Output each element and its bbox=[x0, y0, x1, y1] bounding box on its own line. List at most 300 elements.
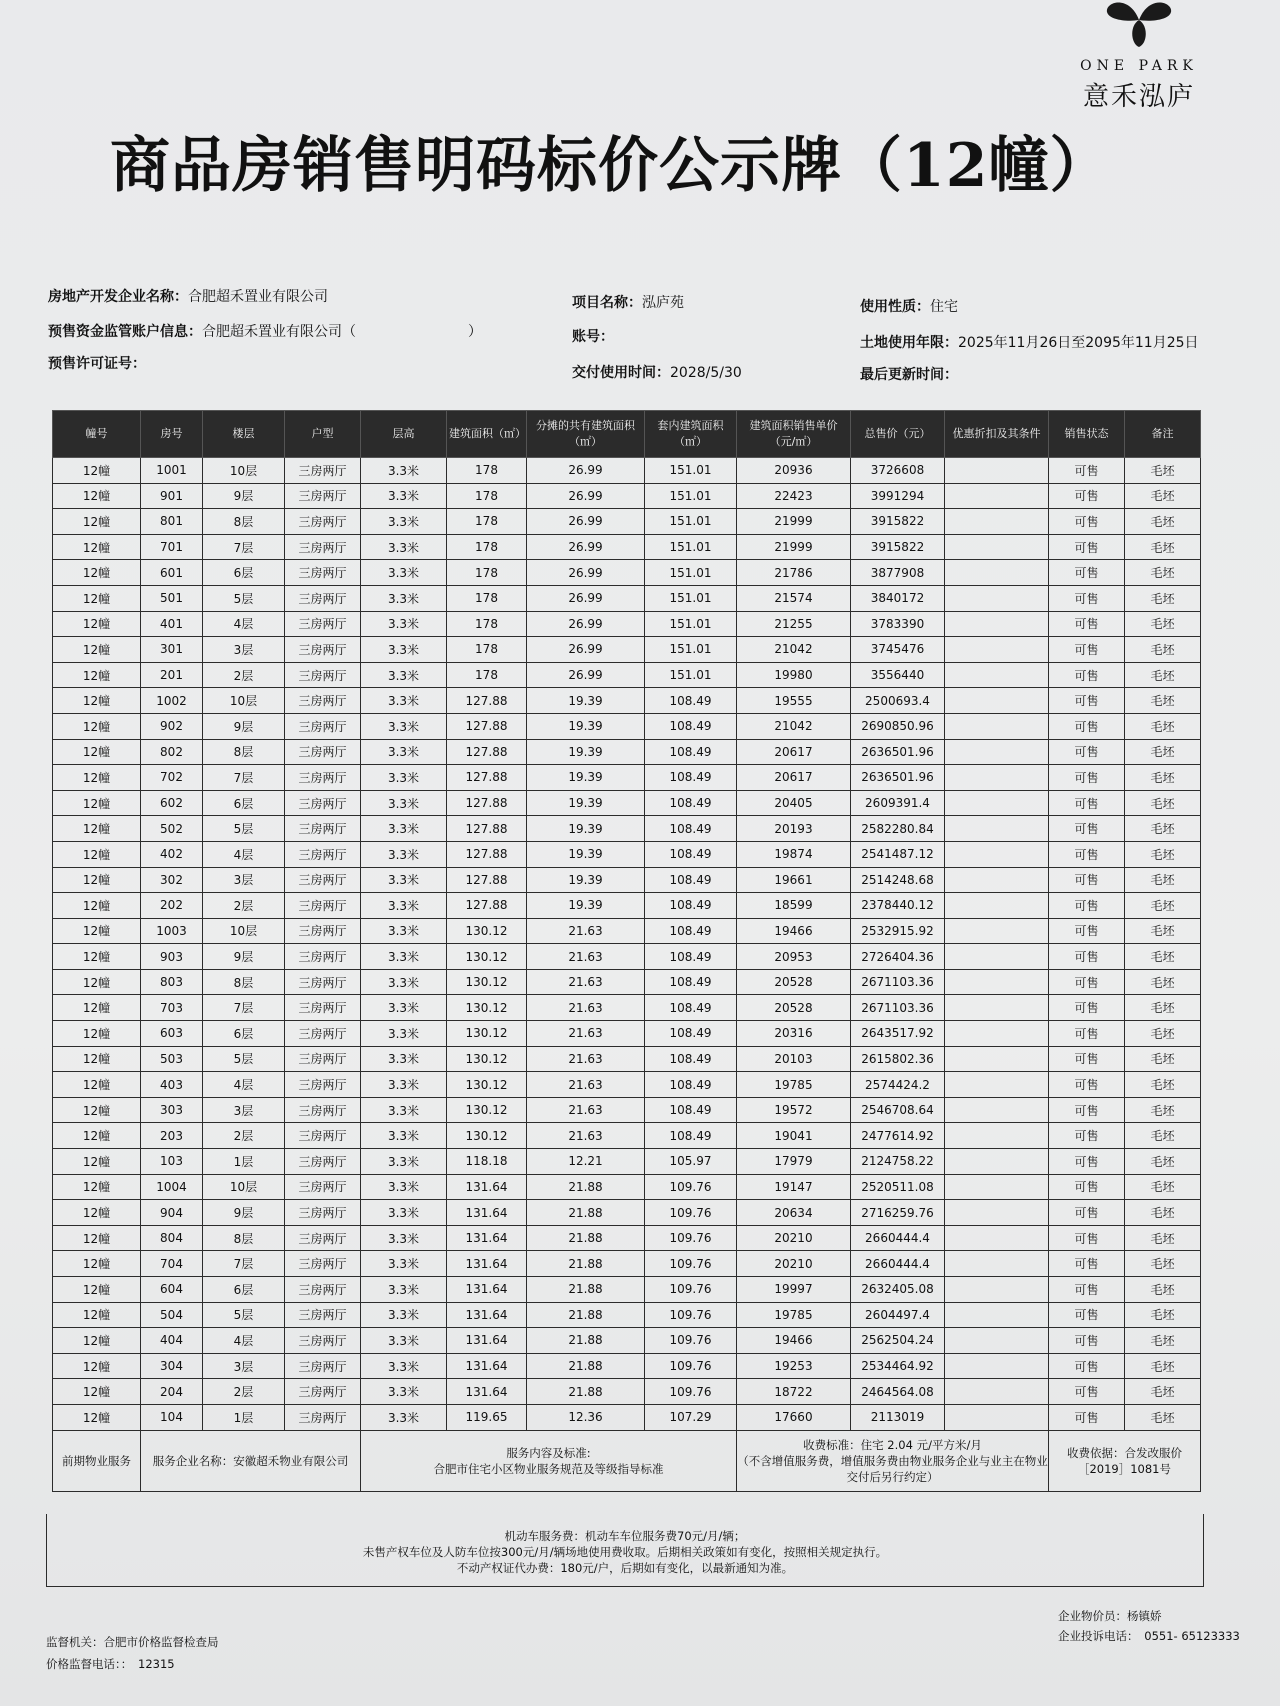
cell-total-price: 2660444.4 bbox=[851, 1251, 945, 1277]
cell-room: 702 bbox=[141, 765, 203, 791]
cell-inner-area: 108.49 bbox=[645, 893, 737, 919]
cell-inner-area: 151.01 bbox=[645, 483, 737, 509]
price-table bbox=[52, 410, 1201, 1492]
cell-room: 1002 bbox=[141, 688, 203, 714]
cell-layout: 三房两厅 bbox=[285, 1149, 361, 1175]
cell-room: 202 bbox=[141, 893, 203, 919]
cell-area: 127.88 bbox=[447, 790, 527, 816]
cell-status: 可售 bbox=[1049, 1200, 1125, 1226]
cell-room: 503 bbox=[141, 1046, 203, 1072]
cell-shared-area: 21.88 bbox=[527, 1302, 645, 1328]
cell-floor: 6层 bbox=[203, 790, 285, 816]
cell-building: 12幢 bbox=[53, 688, 141, 714]
cell-discount bbox=[945, 688, 1049, 714]
cell-floor: 9层 bbox=[203, 483, 285, 509]
account-label: 账号： bbox=[572, 329, 614, 345]
header-cell: 总售价（元） bbox=[851, 411, 945, 458]
cell-note: 毛坯 bbox=[1125, 1328, 1201, 1354]
table-row bbox=[53, 534, 1201, 560]
delivery-value: 2028/5/30 bbox=[670, 365, 742, 381]
cell-height: 3.3米 bbox=[361, 1404, 447, 1430]
cell-discount bbox=[945, 1072, 1049, 1098]
escrow-line bbox=[48, 321, 482, 341]
project-label: 项目名称： bbox=[572, 295, 642, 311]
cell-unit-price: 21999 bbox=[737, 534, 851, 560]
table-row bbox=[53, 611, 1201, 637]
cell-area: 131.64 bbox=[447, 1251, 527, 1277]
cell-note: 毛坯 bbox=[1125, 739, 1201, 765]
cell-unit-price: 20210 bbox=[737, 1225, 851, 1251]
cell-inner-area: 108.49 bbox=[645, 995, 737, 1021]
cell-layout: 三房两厅 bbox=[285, 458, 361, 484]
cell-status: 可售 bbox=[1049, 1097, 1125, 1123]
cell-building: 12幢 bbox=[53, 841, 141, 867]
cell-building: 12幢 bbox=[53, 765, 141, 791]
cell-height: 3.3米 bbox=[361, 534, 447, 560]
cell-height: 3.3米 bbox=[361, 1149, 447, 1175]
cell-total-price: 2643517.92 bbox=[851, 1021, 945, 1047]
cell-status: 可售 bbox=[1049, 1302, 1125, 1328]
cell-inner-area: 108.49 bbox=[645, 841, 737, 867]
cell-total-price: 3991294 bbox=[851, 483, 945, 509]
cell-status: 可售 bbox=[1049, 816, 1125, 842]
cell-height: 3.3米 bbox=[361, 662, 447, 688]
cell-discount bbox=[945, 1021, 1049, 1047]
cell-total-price: 2609391.4 bbox=[851, 790, 945, 816]
cell-unit-price: 21786 bbox=[737, 560, 851, 586]
cell-unit-price: 19980 bbox=[737, 662, 851, 688]
cell-note: 毛坯 bbox=[1125, 841, 1201, 867]
cell-total-price: 2562504.24 bbox=[851, 1328, 945, 1354]
cell-unit-price: 20405 bbox=[737, 790, 851, 816]
cell-note: 毛坯 bbox=[1125, 688, 1201, 714]
cell-room: 1003 bbox=[141, 918, 203, 944]
cell-note: 毛坯 bbox=[1125, 1021, 1201, 1047]
cell-inner-area: 109.76 bbox=[645, 1225, 737, 1251]
cell-area: 178 bbox=[447, 560, 527, 586]
header-cell: 层高 bbox=[361, 411, 447, 458]
cell-room: 904 bbox=[141, 1200, 203, 1226]
cell-total-price: 2534464.92 bbox=[851, 1353, 945, 1379]
cell-status: 可售 bbox=[1049, 1021, 1125, 1047]
developer-line bbox=[48, 286, 328, 306]
table-row bbox=[53, 841, 1201, 867]
cell-discount bbox=[945, 1251, 1049, 1277]
cell-building: 12幢 bbox=[53, 1353, 141, 1379]
cell-building: 12幢 bbox=[53, 585, 141, 611]
cell-shared-area: 12.36 bbox=[527, 1404, 645, 1430]
cell-note: 毛坯 bbox=[1125, 662, 1201, 688]
cell-inner-area: 108.49 bbox=[645, 816, 737, 842]
cell-floor: 7层 bbox=[203, 765, 285, 791]
cell-note: 毛坯 bbox=[1125, 1046, 1201, 1072]
cell-area: 178 bbox=[447, 509, 527, 535]
cell-shared-area: 21.63 bbox=[527, 1097, 645, 1123]
cell-layout: 三房两厅 bbox=[285, 483, 361, 509]
cell-building: 12幢 bbox=[53, 662, 141, 688]
header-cell: 备注 bbox=[1125, 411, 1201, 458]
cell-height: 3.3米 bbox=[361, 1123, 447, 1149]
cell-shared-area: 26.99 bbox=[527, 560, 645, 586]
cell-building: 12幢 bbox=[53, 995, 141, 1021]
cell-building: 12幢 bbox=[53, 739, 141, 765]
cell-total-price: 3840172 bbox=[851, 585, 945, 611]
cell-layout: 三房两厅 bbox=[285, 1072, 361, 1098]
cell-status: 可售 bbox=[1049, 534, 1125, 560]
cell-floor: 8层 bbox=[203, 969, 285, 995]
land-label: 土地使用年限： bbox=[860, 335, 958, 351]
cell-layout: 三房两厅 bbox=[285, 560, 361, 586]
cell-status: 可售 bbox=[1049, 893, 1125, 919]
cell-note: 毛坯 bbox=[1125, 585, 1201, 611]
cell-building: 12幢 bbox=[53, 1379, 141, 1405]
header-cell: 优惠折扣及其条件 bbox=[945, 411, 1049, 458]
cell-discount bbox=[945, 483, 1049, 509]
cell-height: 3.3米 bbox=[361, 1277, 447, 1303]
table-row bbox=[53, 688, 1201, 714]
cell-building: 12幢 bbox=[53, 1251, 141, 1277]
cell-layout: 三房两厅 bbox=[285, 1251, 361, 1277]
cell-unit-price: 18722 bbox=[737, 1379, 851, 1405]
cell-area: 178 bbox=[447, 534, 527, 560]
cell-unit-price: 21574 bbox=[737, 585, 851, 611]
cell-total-price: 2632405.08 bbox=[851, 1277, 945, 1303]
cell-inner-area: 108.49 bbox=[645, 790, 737, 816]
header-cell: 销售状态 bbox=[1049, 411, 1125, 458]
cell-discount bbox=[945, 1046, 1049, 1072]
usage-value: 住宅 bbox=[930, 299, 958, 315]
cell-discount bbox=[945, 560, 1049, 586]
cell-total-price: 3915822 bbox=[851, 509, 945, 535]
cell-height: 3.3米 bbox=[361, 1379, 447, 1405]
cell-room: 301 bbox=[141, 637, 203, 663]
table-row bbox=[53, 1097, 1201, 1123]
complaint-text: 企业投诉电话： 0551- 65123333 bbox=[1058, 1629, 1240, 1643]
cell-building: 12幢 bbox=[53, 816, 141, 842]
cell-note: 毛坯 bbox=[1125, 1174, 1201, 1200]
cell-room: 302 bbox=[141, 867, 203, 893]
cell-room: 303 bbox=[141, 1097, 203, 1123]
cell-inner-area: 109.76 bbox=[645, 1251, 737, 1277]
cell-area: 131.64 bbox=[447, 1353, 527, 1379]
cell-note: 毛坯 bbox=[1125, 790, 1201, 816]
cell-building: 12幢 bbox=[53, 713, 141, 739]
cell-height: 3.3米 bbox=[361, 944, 447, 970]
cell-note: 毛坯 bbox=[1125, 1072, 1201, 1098]
service-fee bbox=[737, 1430, 1049, 1491]
cell-room: 104 bbox=[141, 1404, 203, 1430]
cell-shared-area: 21.63 bbox=[527, 995, 645, 1021]
cell-inner-area: 109.76 bbox=[645, 1353, 737, 1379]
table-row bbox=[53, 1404, 1201, 1430]
cell-total-price: 2124758.22 bbox=[851, 1149, 945, 1175]
cell-inner-area: 151.01 bbox=[645, 637, 737, 663]
cell-area: 127.88 bbox=[447, 688, 527, 714]
cell-unit-price: 21042 bbox=[737, 637, 851, 663]
project-line bbox=[572, 292, 684, 312]
cell-height: 3.3米 bbox=[361, 1174, 447, 1200]
cell-area: 127.88 bbox=[447, 739, 527, 765]
cell-floor: 7层 bbox=[203, 995, 285, 1021]
cell-layout: 三房两厅 bbox=[285, 1200, 361, 1226]
project-value: 泓庐苑 bbox=[642, 295, 684, 311]
cell-building: 12幢 bbox=[53, 944, 141, 970]
cell-inner-area: 108.49 bbox=[645, 1123, 737, 1149]
developer-label: 房地产开发企业名称： bbox=[48, 289, 188, 305]
cell-discount bbox=[945, 1379, 1049, 1405]
cell-discount bbox=[945, 969, 1049, 995]
cell-shared-area: 19.39 bbox=[527, 713, 645, 739]
cell-layout: 三房两厅 bbox=[285, 995, 361, 1021]
cell-building: 12幢 bbox=[53, 509, 141, 535]
cell-building: 12幢 bbox=[53, 1174, 141, 1200]
cell-discount bbox=[945, 1302, 1049, 1328]
delivery-line bbox=[572, 362, 742, 382]
cell-room: 901 bbox=[141, 483, 203, 509]
cell-unit-price: 18599 bbox=[737, 893, 851, 919]
service-content-title: 服务内容及标准: bbox=[506, 1445, 591, 1460]
cell-total-price: 2671103.36 bbox=[851, 995, 945, 1021]
cell-shared-area: 21.63 bbox=[527, 1021, 645, 1047]
usage-line bbox=[860, 296, 958, 316]
cell-discount bbox=[945, 841, 1049, 867]
cell-height: 3.3米 bbox=[361, 1251, 447, 1277]
service-fee-note: （不含增值服务费，增值服务费由物业服务企业与业主在物业交付后另行约定） bbox=[737, 1453, 1048, 1484]
cell-floor: 9层 bbox=[203, 944, 285, 970]
cell-height: 3.3米 bbox=[361, 995, 447, 1021]
permit-label: 预售许可证号： bbox=[48, 356, 146, 372]
cell-note: 毛坯 bbox=[1125, 969, 1201, 995]
cell-height: 3.3米 bbox=[361, 816, 447, 842]
staff-text: 企业物价员：杨镇娇 bbox=[1058, 1609, 1162, 1623]
cell-status: 可售 bbox=[1049, 637, 1125, 663]
cell-building: 12幢 bbox=[53, 867, 141, 893]
cell-discount bbox=[945, 1097, 1049, 1123]
table-row bbox=[53, 1225, 1201, 1251]
cell-status: 可售 bbox=[1049, 1379, 1125, 1405]
delivery-label: 交付使用时间： bbox=[572, 365, 670, 381]
cell-unit-price: 19147 bbox=[737, 1174, 851, 1200]
cell-area: 131.64 bbox=[447, 1174, 527, 1200]
cell-inner-area: 109.76 bbox=[645, 1302, 737, 1328]
table-row bbox=[53, 1046, 1201, 1072]
cell-total-price: 2514248.68 bbox=[851, 867, 945, 893]
cell-total-price: 2636501.96 bbox=[851, 739, 945, 765]
service-basis: 收费依据：合发改服价［2019］1081号 bbox=[1049, 1430, 1201, 1491]
cell-shared-area: 21.88 bbox=[527, 1251, 645, 1277]
service-content-text: 合肥市住宅小区物业服务规范及等级指导标准 bbox=[433, 1461, 664, 1476]
cell-shared-area: 26.99 bbox=[527, 611, 645, 637]
cell-note: 毛坯 bbox=[1125, 509, 1201, 535]
cell-height: 3.3米 bbox=[361, 1353, 447, 1379]
table-row bbox=[53, 1123, 1201, 1149]
cell-layout: 三房两厅 bbox=[285, 867, 361, 893]
cell-layout: 三房两厅 bbox=[285, 662, 361, 688]
cell-floor: 8层 bbox=[203, 739, 285, 765]
cell-status: 可售 bbox=[1049, 969, 1125, 995]
cell-status: 可售 bbox=[1049, 611, 1125, 637]
cell-unit-price: 19466 bbox=[737, 1328, 851, 1354]
table-row bbox=[53, 944, 1201, 970]
cell-total-price: 2636501.96 bbox=[851, 765, 945, 791]
cell-building: 12幢 bbox=[53, 1149, 141, 1175]
cell-status: 可售 bbox=[1049, 1072, 1125, 1098]
cell-note: 毛坯 bbox=[1125, 483, 1201, 509]
cell-room: 502 bbox=[141, 816, 203, 842]
cell-inner-area: 108.49 bbox=[645, 1072, 737, 1098]
cell-layout: 三房两厅 bbox=[285, 585, 361, 611]
supervisor-text: 监督机关：合肥市价格监督检查局 bbox=[46, 1635, 219, 1649]
hotline-text: 价格监督电话：： 12315 bbox=[46, 1657, 175, 1671]
cell-inner-area: 151.01 bbox=[645, 534, 737, 560]
table-row bbox=[53, 1379, 1201, 1405]
cell-shared-area: 21.88 bbox=[527, 1328, 645, 1354]
cell-shared-area: 21.88 bbox=[527, 1200, 645, 1226]
cell-total-price: 2604497.4 bbox=[851, 1302, 945, 1328]
cell-height: 3.3米 bbox=[361, 765, 447, 791]
cell-floor: 4层 bbox=[203, 841, 285, 867]
cell-layout: 三房两厅 bbox=[285, 918, 361, 944]
cell-unit-price: 21042 bbox=[737, 713, 851, 739]
cell-status: 可售 bbox=[1049, 560, 1125, 586]
cell-unit-price: 20103 bbox=[737, 1046, 851, 1072]
cell-total-price: 2615802.36 bbox=[851, 1046, 945, 1072]
cell-shared-area: 21.63 bbox=[527, 1123, 645, 1149]
cell-inner-area: 107.29 bbox=[645, 1404, 737, 1430]
cell-layout: 三房两厅 bbox=[285, 739, 361, 765]
cell-floor: 2层 bbox=[203, 893, 285, 919]
cell-discount bbox=[945, 662, 1049, 688]
cell-room: 401 bbox=[141, 611, 203, 637]
cell-total-price: 2532915.92 bbox=[851, 918, 945, 944]
cell-height: 3.3米 bbox=[361, 1302, 447, 1328]
cell-floor: 2层 bbox=[203, 662, 285, 688]
cell-unit-price: 20193 bbox=[737, 816, 851, 842]
cell-height: 3.3米 bbox=[361, 1328, 447, 1354]
cell-room: 304 bbox=[141, 1353, 203, 1379]
cell-area: 130.12 bbox=[447, 969, 527, 995]
table-row bbox=[53, 1328, 1201, 1354]
cell-room: 1004 bbox=[141, 1174, 203, 1200]
cell-shared-area: 26.99 bbox=[527, 509, 645, 535]
cell-building: 12幢 bbox=[53, 1046, 141, 1072]
table-row bbox=[53, 995, 1201, 1021]
land-value: 2025年11月26日至2095年11月25日 bbox=[958, 335, 1199, 351]
parking-fee-box bbox=[46, 1514, 1204, 1587]
cell-discount bbox=[945, 918, 1049, 944]
cell-total-price: 2378440.12 bbox=[851, 893, 945, 919]
cell-inner-area: 108.49 bbox=[645, 969, 737, 995]
cell-total-price: 2113019 bbox=[851, 1404, 945, 1430]
cell-shared-area: 21.63 bbox=[527, 969, 645, 995]
cell-building: 12幢 bbox=[53, 637, 141, 663]
page-title: 商品房销售明码标价公示牌（12幢） bbox=[110, 131, 1111, 201]
cell-status: 可售 bbox=[1049, 1353, 1125, 1379]
cell-status: 可售 bbox=[1049, 765, 1125, 791]
cell-unit-price: 20936 bbox=[737, 458, 851, 484]
service-label: 前期物业服务 bbox=[53, 1430, 141, 1491]
header-cell: 建筑面积（㎡） bbox=[447, 411, 527, 458]
cell-shared-area: 21.88 bbox=[527, 1174, 645, 1200]
cell-floor: 3层 bbox=[203, 1353, 285, 1379]
cell-status: 可售 bbox=[1049, 1277, 1125, 1303]
cell-layout: 三房两厅 bbox=[285, 790, 361, 816]
cell-height: 3.3米 bbox=[361, 637, 447, 663]
cell-discount bbox=[945, 995, 1049, 1021]
cell-area: 131.64 bbox=[447, 1225, 527, 1251]
cell-height: 3.3米 bbox=[361, 713, 447, 739]
cell-total-price: 3556440 bbox=[851, 662, 945, 688]
cell-shared-area: 26.99 bbox=[527, 458, 645, 484]
cell-total-price: 2477614.92 bbox=[851, 1123, 945, 1149]
cell-floor: 1层 bbox=[203, 1404, 285, 1430]
cell-layout: 三房两厅 bbox=[285, 1353, 361, 1379]
cell-height: 3.3米 bbox=[361, 560, 447, 586]
cell-total-price: 2582280.84 bbox=[851, 816, 945, 842]
table-row bbox=[53, 816, 1201, 842]
cell-status: 可售 bbox=[1049, 1123, 1125, 1149]
updated-label: 最后更新时间： bbox=[860, 367, 958, 383]
table-row bbox=[53, 585, 1201, 611]
cell-floor: 3层 bbox=[203, 867, 285, 893]
cell-discount bbox=[945, 713, 1049, 739]
cell-height: 3.3米 bbox=[361, 1097, 447, 1123]
cell-area: 178 bbox=[447, 662, 527, 688]
cell-total-price: 2726404.36 bbox=[851, 944, 945, 970]
cell-inner-area: 151.01 bbox=[645, 662, 737, 688]
cell-unit-price: 20528 bbox=[737, 969, 851, 995]
cell-note: 毛坯 bbox=[1125, 867, 1201, 893]
cell-note: 毛坯 bbox=[1125, 1277, 1201, 1303]
cell-unit-price: 20953 bbox=[737, 944, 851, 970]
cell-discount bbox=[945, 765, 1049, 791]
cell-layout: 三房两厅 bbox=[285, 1302, 361, 1328]
cell-layout: 三房两厅 bbox=[285, 1174, 361, 1200]
cell-shared-area: 12.21 bbox=[527, 1149, 645, 1175]
cell-inner-area: 109.76 bbox=[645, 1174, 737, 1200]
cell-area: 178 bbox=[447, 585, 527, 611]
cell-floor: 2层 bbox=[203, 1379, 285, 1405]
cell-area: 127.88 bbox=[447, 713, 527, 739]
cell-floor: 6层 bbox=[203, 560, 285, 586]
cell-area: 130.12 bbox=[447, 944, 527, 970]
cell-building: 12幢 bbox=[53, 1200, 141, 1226]
cell-room: 1001 bbox=[141, 458, 203, 484]
cell-building: 12幢 bbox=[53, 1021, 141, 1047]
cell-unit-price: 19572 bbox=[737, 1097, 851, 1123]
table-row bbox=[53, 637, 1201, 663]
cell-inner-area: 105.97 bbox=[645, 1149, 737, 1175]
cell-shared-area: 19.39 bbox=[527, 841, 645, 867]
cell-unit-price: 17660 bbox=[737, 1404, 851, 1430]
cell-height: 3.3米 bbox=[361, 1200, 447, 1226]
cell-layout: 三房两厅 bbox=[285, 1379, 361, 1405]
cell-discount bbox=[945, 1225, 1049, 1251]
cell-room: 801 bbox=[141, 509, 203, 535]
service-content bbox=[361, 1430, 737, 1491]
cell-unit-price: 19785 bbox=[737, 1072, 851, 1098]
usage-label: 使用性质： bbox=[860, 299, 930, 315]
land-line bbox=[860, 332, 1199, 352]
table-body bbox=[53, 458, 1201, 1431]
cell-unit-price: 19785 bbox=[737, 1302, 851, 1328]
cell-note: 毛坯 bbox=[1125, 534, 1201, 560]
cell-shared-area: 19.39 bbox=[527, 790, 645, 816]
cell-note: 毛坯 bbox=[1125, 1379, 1201, 1405]
cell-inner-area: 108.49 bbox=[645, 867, 737, 893]
cell-layout: 三房两厅 bbox=[285, 713, 361, 739]
cell-layout: 三房两厅 bbox=[285, 611, 361, 637]
